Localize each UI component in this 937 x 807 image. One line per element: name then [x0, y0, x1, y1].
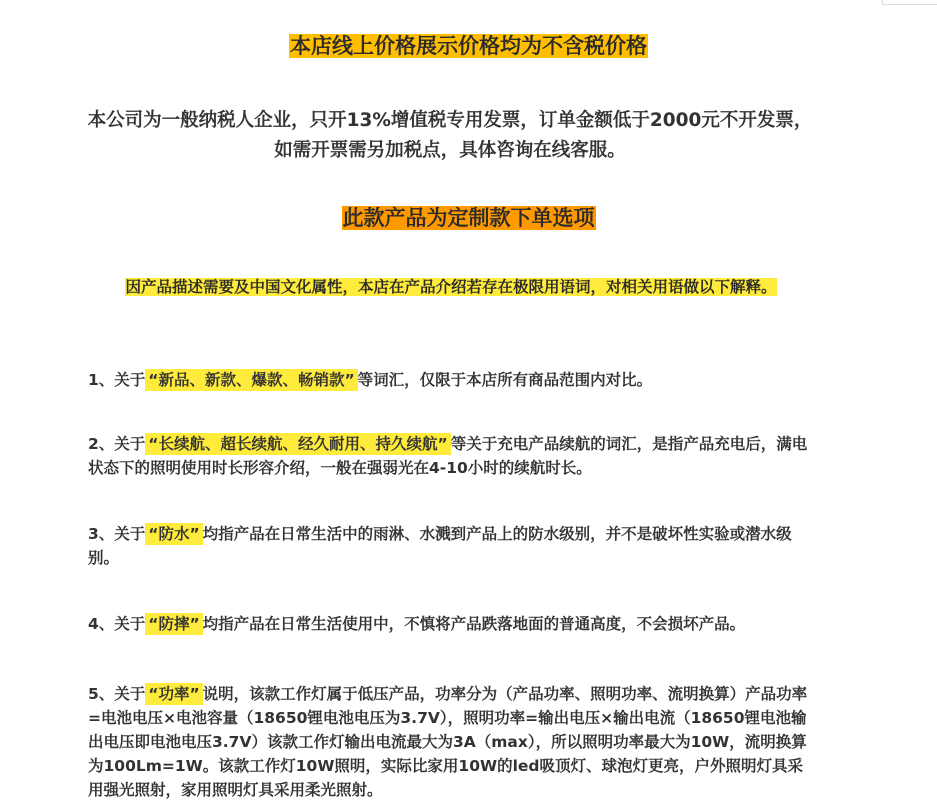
item-text: 等关于充电产品续航的词汇，是指产品充电后，满电状态下的照明使用时长形容介绍，一般在强弱光在4-10小时的续航时长。 — [88, 435, 808, 477]
culture-notice — [92, 275, 810, 299]
item-highlight: “防水” — [145, 523, 202, 545]
item-text: 说明，该款工作灯属于低压产品，功率分为（产品功率、照明功率、流明换算）产品功率=电池电压×电池容量（18650锂电池电压为3.7V），照明功率=输出电压×输出电流（18650锂电池输出电压即电池电压3.7V）该款工作灯输出电流最大为3A（max），所以照明功率最大为10W，流明换算为100Lm=1W。该款工作灯10W照明，实际比家用10W的led吸顶灯、球泡灯更亮，户外照明灯具采用强光照射，家用照明灯具采用柔光照射。 — [88, 685, 808, 799]
custom-heading — [0, 203, 937, 234]
explanation-item-1 — [88, 368, 808, 392]
explanation-item-3 — [88, 522, 808, 570]
item-highlight: “功率” — [145, 683, 202, 705]
item-text: 均指产品在日常生活使用中，不慎将产品跌落地面的普通高度，不会损坏产品。 — [202, 615, 746, 633]
culture-notice-text: 因产品描述需要及中国文化属性，本店在产品介绍若存在极限用语词，对相关用语做以下解释。 — [125, 278, 777, 296]
explanation-item-2 — [88, 432, 808, 480]
item-prefix: 4、关于 — [88, 615, 146, 633]
item-highlight: “长续航、超长续航、经久耐用、持久续航” — [145, 433, 450, 455]
explanation-item-5 — [88, 682, 808, 802]
price-heading-text: 本店线上价格展示价格均为不含税价格 — [290, 34, 647, 58]
tax-notice: 本公司为一般纳税人企业，只开13%增值税专用发票，订单金额低于2000元不开发票，如需开票需另加税点，具体咨询在线客服。 — [87, 110, 813, 161]
item-prefix: 1、关于 — [88, 371, 146, 389]
price-heading — [0, 31, 937, 61]
explanation-item-4 — [88, 612, 808, 636]
item-prefix: 3、关于 — [88, 525, 146, 543]
item-text: 等词汇，仅限于本店所有商品范围内对比。 — [357, 371, 653, 389]
item-text: 均指产品在日常生活中的雨淋、水溅到产品上的防水级别，并不是破坏性实验或潜水级别。 — [88, 525, 792, 567]
custom-heading-text: 此款产品为定制款下单选项 — [342, 206, 595, 230]
item-prefix: 5、关于 — [88, 685, 146, 703]
corner-frame — [882, 0, 937, 5]
item-highlight: “新品、新款、爆款、畅销款” — [145, 369, 357, 391]
item-prefix: 2、关于 — [88, 435, 146, 453]
item-highlight: “防摔” — [145, 613, 202, 635]
